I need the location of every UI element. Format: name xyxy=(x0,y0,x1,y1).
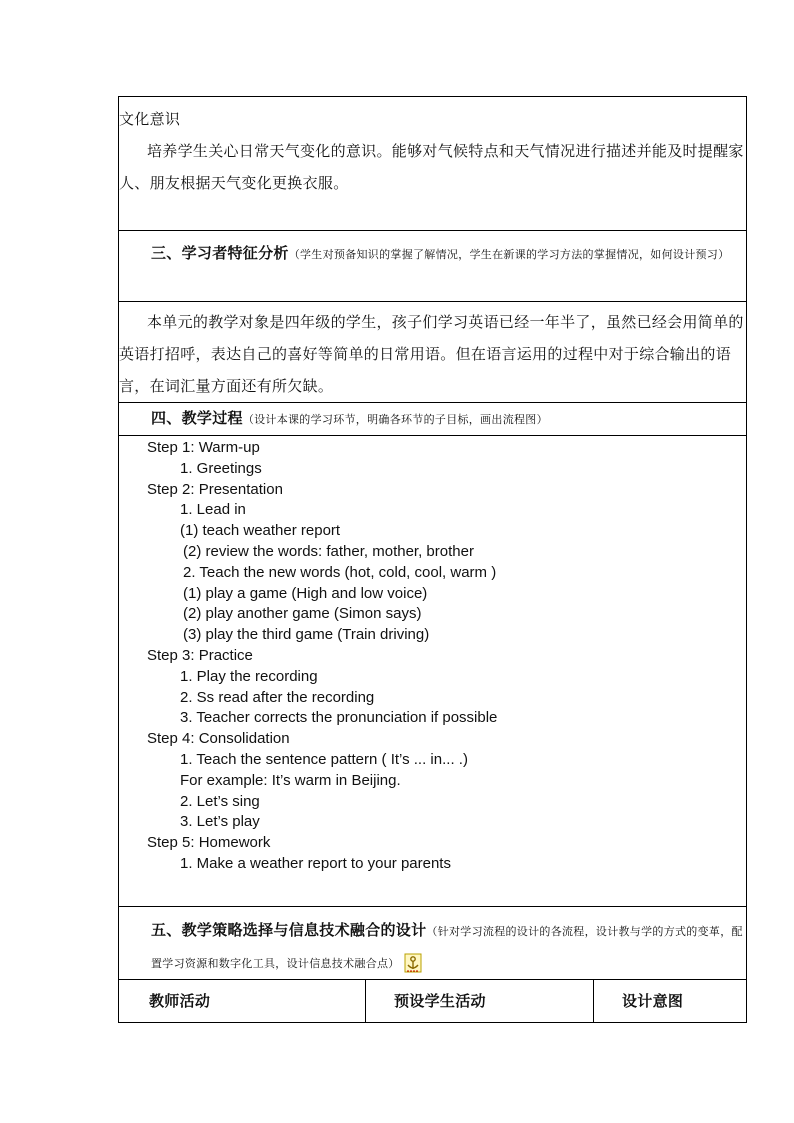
process-heading: 四、教学过程 xyxy=(151,409,243,427)
step-line: Step 3: Practice xyxy=(147,646,253,664)
step-line: 1. Play the recording xyxy=(180,667,318,685)
step-line: Step 4: Consolidation xyxy=(147,730,290,748)
process-note: （设计本课的学习环节，明确各环节的子目标，画出流程图） xyxy=(242,413,548,426)
step-line: Step 5: Homework xyxy=(147,834,271,852)
step-line: Step 1: Warm-up xyxy=(147,439,260,456)
column-header-intent xyxy=(594,980,747,1023)
step-line: 1. Make a weather report to your parents xyxy=(180,854,451,872)
process-heading-cell xyxy=(119,403,747,436)
column-header-teacher xyxy=(119,980,366,1023)
learner-analysis-heading-cell xyxy=(119,231,747,302)
learner-analysis-note: （学生对预备知识的掌握了解情况，学生在新课的学习方法的掌握情况，如何设计预习） xyxy=(288,248,730,261)
step-line: 1. Greetings xyxy=(180,459,262,477)
step-line: For example: It’s warm in Beijing. xyxy=(180,771,401,789)
step-line: (1) play a game (High and low voice) xyxy=(183,584,428,602)
column-student-label: 预设学生活动 xyxy=(394,992,486,1010)
step-line: (2) review the words: father, mother, brother xyxy=(183,542,474,560)
step-line: 1. Teach the sentence pattern ( It’s ... in... .) xyxy=(180,750,468,768)
learner-analysis-body-cell xyxy=(119,302,747,403)
step-line: 1. Lead in xyxy=(180,501,246,519)
column-header-student xyxy=(366,980,594,1023)
step-line: Step 2: Presentation xyxy=(147,480,283,498)
strategy-note: （针对学习流程的设计的各流程，设计教与学的方式的变革，配置学习资源和数字化工具，设计信息技术融合点） xyxy=(151,925,743,970)
column-teacher-label: 教师活动 xyxy=(149,992,211,1010)
culture-paragraph: 培养学生关心日常天气变化的意识。能够对气候特点和天气情况进行描述并能及时提醒家人、朋友根据天气变化更换衣服。 xyxy=(119,142,744,192)
step-line: (1) teach weather report xyxy=(180,522,341,540)
step-line: 2. Ss read after the recording xyxy=(180,688,375,706)
learner-analysis-paragraph: 本单元的教学对象是四年级的学生，孩子们学习英语已经一年半了，虽然已经会用简单的英语打招呼，表达自己的喜好等简单的日常用语。但在语言运用的过程中对于综合输出的语言，在词汇量方面还有所欠缺。 xyxy=(119,313,744,395)
column-intent-label: 设计意图 xyxy=(622,992,684,1010)
step-line: 2. Let’s sing xyxy=(180,792,260,810)
step-line: 2. Teach the new words (hot, cold, cool, warm ) xyxy=(183,563,497,581)
anchor-icon xyxy=(404,953,422,973)
step-line: (2) play another game (Simon says) xyxy=(183,605,422,623)
culture-cell xyxy=(119,97,747,231)
lesson-plan-table xyxy=(118,96,747,1023)
process-steps-cell xyxy=(119,436,747,907)
strategy-heading-cell xyxy=(119,907,747,980)
process-steps-list xyxy=(119,436,746,875)
learner-analysis-heading: 三、学习者特征分析 xyxy=(151,244,289,262)
step-line: 3. Let’s play xyxy=(180,813,260,831)
step-line: (3) play the third game (Train driving) xyxy=(183,626,430,644)
culture-heading: 文化意识 xyxy=(119,110,181,128)
strategy-heading: 五、教学策略选择与信息技术融合的设计 xyxy=(151,921,427,939)
lesson-plan-document xyxy=(118,96,746,1023)
step-line: 3. Teacher corrects the pronunciation if possible xyxy=(180,709,498,727)
